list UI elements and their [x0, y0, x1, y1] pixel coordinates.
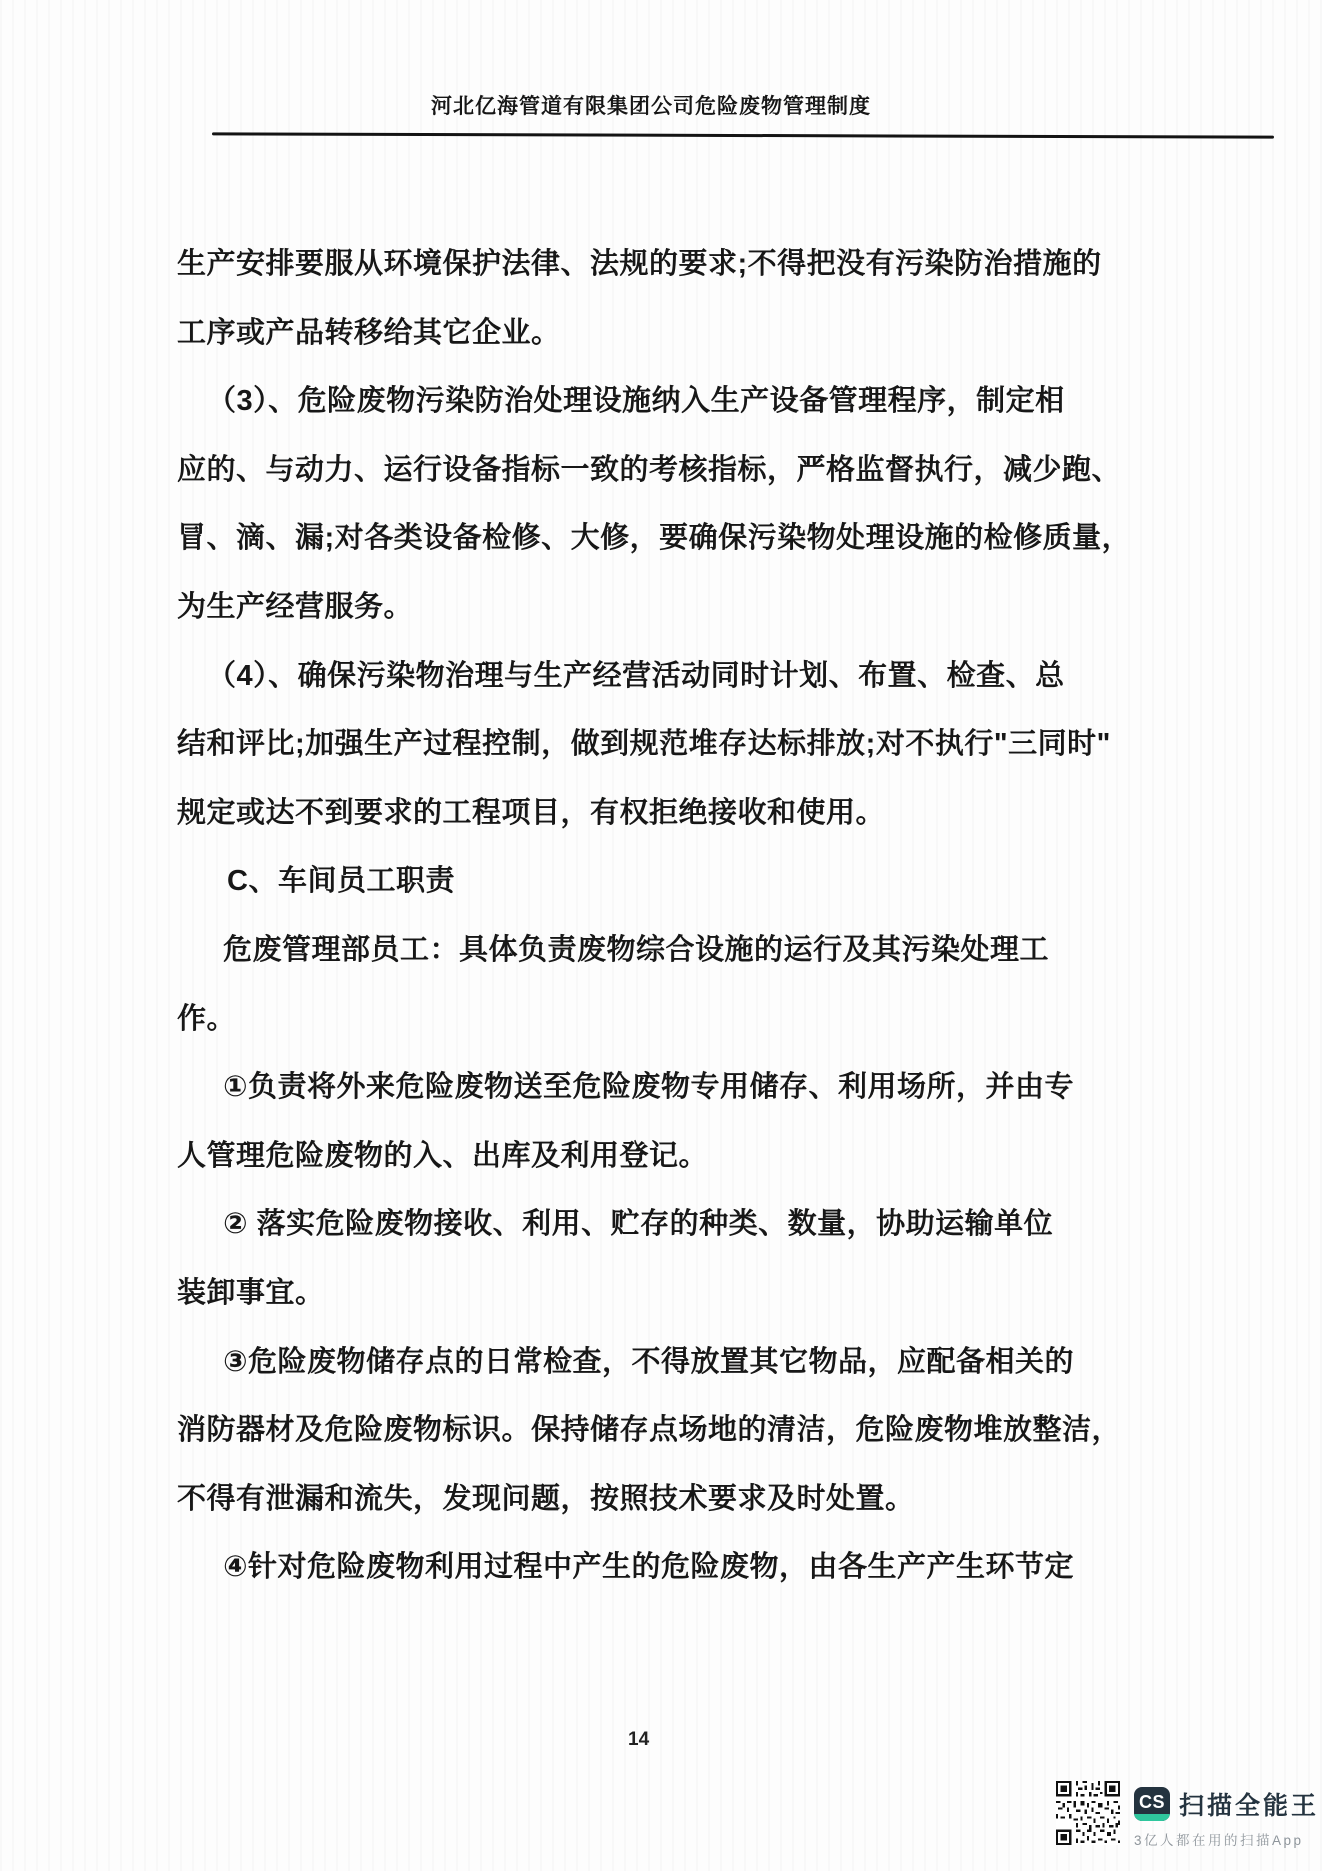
document-text-line: 规定或达不到要求的工程项目，有权拒绝接收和使用。 — [177, 796, 886, 829]
document-text-line: （4）、确保污染物治理与生产经营活动同时计划、布置、检查、总 — [207, 659, 1065, 692]
document-text-line: 生产安排要服从环境保护法律、法规的要求;不得把没有污染防治措施的 — [177, 248, 1102, 280]
document-text-line: 工序或产品转移给其它企业。 — [177, 316, 561, 349]
header-divider-line — [212, 132, 1274, 138]
document-text-line: 冒、滴、漏;对各类设备检修、大修，要确保污染物处理设施的检修质量， — [177, 522, 1132, 555]
camscanner-brand-name: 扫描全能王 — [1179, 1792, 1320, 1820]
page-header-title: 河北亿海管道有限集团公司危险废物管理制度 — [431, 95, 871, 118]
document-text-line: C、车间员工职责 — [227, 865, 455, 898]
document-text-line: 应的、与动力、运行设备指标一致的考核指标，严格监督执行，减少跑、 — [177, 453, 1122, 486]
logo-accent-bar — [1134, 1814, 1170, 1821]
document-text-line: ④针对危险废物利用过程中产生的危险废物，由各生产产生环节定 — [223, 1551, 1075, 1584]
document-text-line: ③危险废物储存点的日常检查，不得放置其它物品，应配备相关的 — [223, 1345, 1075, 1378]
document-text-line: 结和评比;加强生产过程控制，做到规范堆存达标排放;对不执行"三同时" — [177, 728, 1111, 761]
document-text-line: （3）、危险废物污染防治处理设施纳入生产设备管理程序，制定相 — [207, 385, 1065, 418]
document-body — [177, 230, 1155, 1602]
logo-cs-text: CS — [1138, 1791, 1165, 1812]
document-text-line: 不得有泄漏和流失，发现问题，按照技术要求及时处置。 — [177, 1482, 915, 1515]
document-text-line: 消防器材及危险废物标识。保持储存点场地的清洁，危险废物堆放整洁， — [177, 1414, 1122, 1447]
document-text-line: 为生产经营服务。 — [177, 590, 414, 623]
document-text-line: ② 落实危险废物接收、利用、贮存的种类、数量，协助运输单位 — [223, 1208, 1054, 1241]
document-text-line: 危废管理部员工：具体负责废物综合设施的运行及其污染处理工 — [223, 933, 1050, 966]
camscanner-tagline: 3亿人都在用的扫描App — [1134, 1833, 1304, 1848]
document-text-line: ①负责将外来危险废物送至危险废物专用储存、利用场所，并由专 — [223, 1071, 1075, 1104]
camscanner-watermark — [1056, 1781, 1319, 1849]
document-text-line: 人管理危险废物的入、出库及利用登记。 — [177, 1139, 709, 1172]
document-text-line: 作。 — [177, 1002, 237, 1035]
page-number: 14 — [628, 1729, 650, 1750]
document-text-line: 装卸事宜。 — [177, 1276, 325, 1309]
camscanner-logo-icon — [1134, 1787, 1170, 1821]
camscanner-brand-block — [1134, 1781, 1319, 1849]
qr-code-icon — [1056, 1781, 1120, 1845]
